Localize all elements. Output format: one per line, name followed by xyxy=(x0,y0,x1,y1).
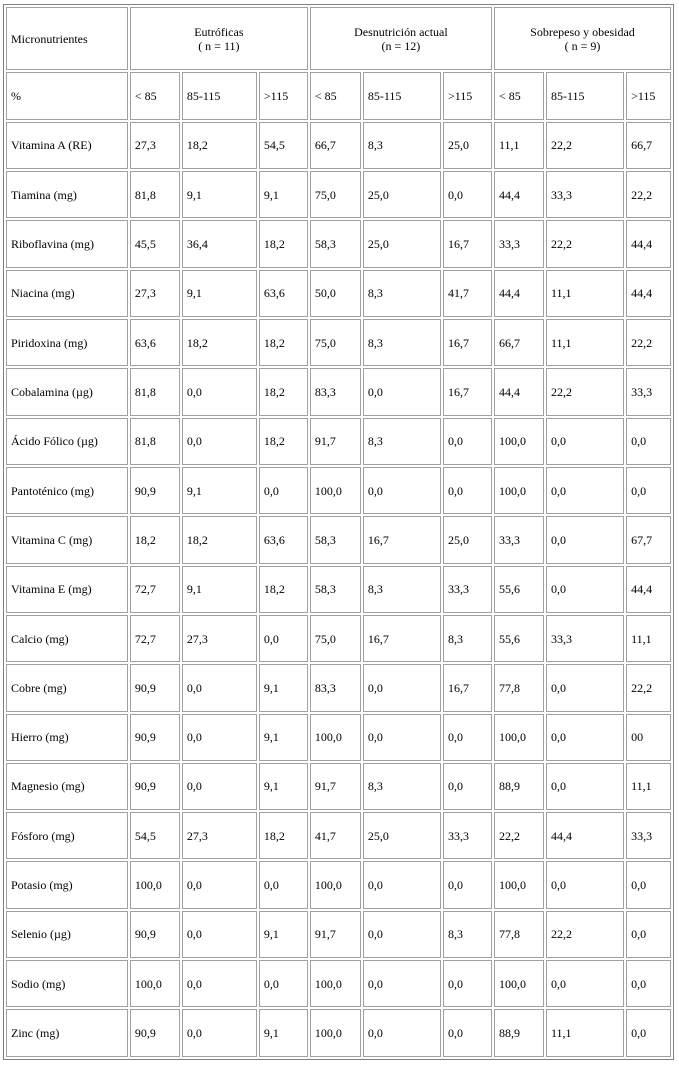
group-name: Eutróficas xyxy=(194,24,244,39)
table-cell: 33,3 xyxy=(494,516,544,563)
table-cell: 44,4 xyxy=(494,368,544,415)
table-row xyxy=(6,1009,671,1057)
table-cell: 0,0 xyxy=(363,467,441,514)
table-cell: 90,9 xyxy=(130,467,180,514)
micronutrient-table xyxy=(3,4,674,1060)
table-cell: 16,7 xyxy=(443,664,492,711)
table-cell: 0,0 xyxy=(182,911,257,958)
row-label: Vitamina A (RE) xyxy=(6,122,128,169)
table-cell: 36,4 xyxy=(182,220,257,267)
table-cell: 0,0 xyxy=(443,467,492,514)
table-cell: 22,2 xyxy=(626,664,671,711)
row-label: Magnesio (mg) xyxy=(6,763,128,810)
table-row xyxy=(6,220,671,267)
table-cell: 22,2 xyxy=(494,812,544,859)
table-row xyxy=(6,714,671,761)
table-cell: 9,1 xyxy=(259,763,308,810)
row-label: Piridoxina (mg) xyxy=(6,319,128,366)
table-cell: 66,7 xyxy=(310,122,361,169)
table-cell: 11,1 xyxy=(626,763,671,810)
table-cell: 16,7 xyxy=(443,220,492,267)
table-cell: 0,0 xyxy=(546,664,624,711)
table-cell: 0,0 xyxy=(259,861,308,908)
table-cell: 81,8 xyxy=(130,418,180,465)
table-cell: 9,1 xyxy=(259,1009,308,1057)
table-cell: 63,6 xyxy=(259,516,308,563)
table-cell: 22,2 xyxy=(546,122,624,169)
table-cell: 27,3 xyxy=(182,615,257,662)
table-cell: 67,7 xyxy=(626,516,671,563)
table-cell: 00 xyxy=(626,714,671,761)
table-cell: 22,2 xyxy=(626,319,671,366)
table-cell: 9,1 xyxy=(259,171,308,218)
table-cell: 33,3 xyxy=(443,566,492,613)
table-cell: 44,4 xyxy=(626,270,671,317)
table-cell: 100,0 xyxy=(310,714,361,761)
row-label: Riboflavina (mg) xyxy=(6,220,128,267)
table-cell: 33,3 xyxy=(546,171,624,218)
table-cell: 90,9 xyxy=(130,1009,180,1057)
table-cell: 27,3 xyxy=(182,812,257,859)
table-cell: 100,0 xyxy=(310,861,361,908)
table-row xyxy=(6,812,671,859)
table-row xyxy=(6,171,671,218)
table-cell: 33,3 xyxy=(494,220,544,267)
table-cell: 0,0 xyxy=(443,763,492,810)
row-label: Vitamina E (mg) xyxy=(6,566,128,613)
table-cell: 54,5 xyxy=(259,122,308,169)
table-cell: 22,2 xyxy=(546,911,624,958)
table-cell: 8,3 xyxy=(363,122,441,169)
range-subheader: < 85 xyxy=(310,72,361,119)
row-label: Potasio (mg) xyxy=(6,861,128,908)
table-cell: 9,1 xyxy=(182,270,257,317)
table-cell: 54,5 xyxy=(130,812,180,859)
table-cell: 27,3 xyxy=(130,122,180,169)
table-cell: 9,1 xyxy=(259,911,308,958)
table-cell: 72,7 xyxy=(130,566,180,613)
group-name: Desnutrición actual xyxy=(354,24,448,39)
table-cell: 18,2 xyxy=(259,368,308,415)
table-row xyxy=(6,861,671,908)
group-header-eutroficas xyxy=(130,7,308,70)
range-subheader: >115 xyxy=(626,72,671,119)
table-cell: 16,7 xyxy=(363,516,441,563)
row-label: Zinc (mg) xyxy=(6,1009,128,1057)
table-cell: 22,2 xyxy=(546,220,624,267)
table-cell: 0,0 xyxy=(546,960,624,1007)
table-cell: 0,0 xyxy=(443,418,492,465)
table-cell: 45,5 xyxy=(130,220,180,267)
table-cell: 81,8 xyxy=(130,368,180,415)
table-cell: 33,3 xyxy=(443,812,492,859)
table-cell: 0,0 xyxy=(626,911,671,958)
table-cell: 100,0 xyxy=(494,467,544,514)
table-cell: 0,0 xyxy=(363,861,441,908)
table-cell: 44,4 xyxy=(494,270,544,317)
table-cell: 83,3 xyxy=(310,368,361,415)
table-cell: 44,4 xyxy=(626,220,671,267)
table-cell: 0,0 xyxy=(626,467,671,514)
table-cell: 77,8 xyxy=(494,664,544,711)
table-cell: 0,0 xyxy=(546,516,624,563)
table-cell: 75,0 xyxy=(310,615,361,662)
table-cell: 0,0 xyxy=(363,960,441,1007)
table-cell: 8,3 xyxy=(363,418,441,465)
table-row xyxy=(6,615,671,662)
row-label: Fósforo (mg) xyxy=(6,812,128,859)
table-cell: 41,7 xyxy=(310,812,361,859)
table-cell: 18,2 xyxy=(130,516,180,563)
table-cell: 90,9 xyxy=(130,911,180,958)
table-cell: 18,2 xyxy=(182,319,257,366)
table-cell: 8,3 xyxy=(363,763,441,810)
table-cell: 100,0 xyxy=(310,467,361,514)
table-cell: 18,2 xyxy=(182,516,257,563)
table-cell: 50,0 xyxy=(310,270,361,317)
table-cell: 66,7 xyxy=(626,122,671,169)
table-cell: 8,3 xyxy=(363,319,441,366)
table-row xyxy=(6,319,671,366)
table-cell: 91,7 xyxy=(310,763,361,810)
table-cell: 11,1 xyxy=(546,319,624,366)
range-subheader: 85-115 xyxy=(546,72,624,119)
table-cell: 27,3 xyxy=(130,270,180,317)
table-cell: 0,0 xyxy=(259,960,308,1007)
table-cell: 100,0 xyxy=(130,960,180,1007)
table-cell: 0,0 xyxy=(546,861,624,908)
table-cell: 0,0 xyxy=(259,615,308,662)
table-cell: 25,0 xyxy=(363,812,441,859)
table-cell: 11,1 xyxy=(626,615,671,662)
table-cell: 63,6 xyxy=(259,270,308,317)
table-cell: 25,0 xyxy=(443,122,492,169)
table-cell: 41,7 xyxy=(443,270,492,317)
table-cell: 22,2 xyxy=(626,171,671,218)
table-cell: 83,3 xyxy=(310,664,361,711)
table-cell: 0,0 xyxy=(626,418,671,465)
table-cell: 0,0 xyxy=(363,714,441,761)
table-row xyxy=(6,467,671,514)
table-cell: 0,0 xyxy=(546,467,624,514)
table-cell: 44,4 xyxy=(546,812,624,859)
subheader-row xyxy=(6,72,671,119)
range-subheader: 85-115 xyxy=(182,72,257,119)
table-cell: 11,1 xyxy=(546,1009,624,1057)
range-subheader: >115 xyxy=(259,72,308,119)
table-cell: 33,3 xyxy=(546,615,624,662)
table-cell: 75,0 xyxy=(310,319,361,366)
group-n: ( n = 11) xyxy=(198,38,240,53)
table-cell: 0,0 xyxy=(626,861,671,908)
table-row xyxy=(6,418,671,465)
table-cell: 0,0 xyxy=(363,368,441,415)
table-cell: 0,0 xyxy=(182,418,257,465)
table-cell: 9,1 xyxy=(259,714,308,761)
table-cell: 11,1 xyxy=(494,122,544,169)
table-cell: 100,0 xyxy=(310,960,361,1007)
row-label: Cobalamina (µg) xyxy=(6,368,128,415)
row-label: Sodio (mg) xyxy=(6,960,128,1007)
table-cell: 72,7 xyxy=(130,615,180,662)
table-cell: 100,0 xyxy=(310,1009,361,1057)
table-row xyxy=(6,516,671,563)
table-cell: 0,0 xyxy=(546,763,624,810)
row-label: Tiamina (mg) xyxy=(6,171,128,218)
table-cell: 44,4 xyxy=(494,171,544,218)
table-cell: 25,0 xyxy=(363,220,441,267)
table-cell: 88,9 xyxy=(494,1009,544,1057)
table-cell: 90,9 xyxy=(130,664,180,711)
row-label: Selenio (µg) xyxy=(6,911,128,958)
group-header-row xyxy=(6,7,671,70)
table-cell: 18,2 xyxy=(259,566,308,613)
row-label: Niacina (mg) xyxy=(6,270,128,317)
table-cell: 0,0 xyxy=(626,960,671,1007)
table-row xyxy=(6,122,671,169)
table-cell: 16,7 xyxy=(443,319,492,366)
table-cell: 0,0 xyxy=(546,714,624,761)
table-cell: 100,0 xyxy=(494,960,544,1007)
table-cell: 9,1 xyxy=(259,664,308,711)
table-cell: 0,0 xyxy=(363,1009,441,1057)
row-label: Calcio (mg) xyxy=(6,615,128,662)
table-cell: 8,3 xyxy=(363,566,441,613)
table-cell: 100,0 xyxy=(494,418,544,465)
range-subheader: 85-115 xyxy=(363,72,441,119)
table-cell: 25,0 xyxy=(443,516,492,563)
table-cell: 0,0 xyxy=(626,1009,671,1057)
table-cell: 0,0 xyxy=(182,861,257,908)
table-cell: 22,2 xyxy=(546,368,624,415)
table-cell: 100,0 xyxy=(494,861,544,908)
group-n: (n = 12) xyxy=(381,38,421,53)
row-label: Cobre (mg) xyxy=(6,664,128,711)
table-cell: 0,0 xyxy=(443,171,492,218)
table-cell: 8,3 xyxy=(443,911,492,958)
table-cell: 8,3 xyxy=(443,615,492,662)
table-cell: 90,9 xyxy=(130,763,180,810)
table-cell: 91,7 xyxy=(310,911,361,958)
table-cell: 8,3 xyxy=(363,270,441,317)
table-cell: 0,0 xyxy=(182,714,257,761)
table-cell: 0,0 xyxy=(546,418,624,465)
table-cell: 75,0 xyxy=(310,171,361,218)
table-row xyxy=(6,664,671,711)
group-header-sobrepeso xyxy=(494,7,671,70)
table-cell: 66,7 xyxy=(494,319,544,366)
percent-label: % xyxy=(6,72,128,119)
row-label: Ácido Fólico (µg) xyxy=(6,418,128,465)
table-cell: 81,8 xyxy=(130,171,180,218)
table-cell: 58,3 xyxy=(310,220,361,267)
range-subheader: < 85 xyxy=(494,72,544,119)
group-header-desnutricion xyxy=(310,7,492,70)
table-cell: 0,0 xyxy=(182,763,257,810)
row-label: Pantoténico (mg) xyxy=(6,467,128,514)
table-cell: 0,0 xyxy=(259,467,308,514)
table-cell: 100,0 xyxy=(130,861,180,908)
table-cell: 90,9 xyxy=(130,714,180,761)
group-name: Sobrepeso y obesidad xyxy=(530,24,635,39)
table-cell: 16,7 xyxy=(363,615,441,662)
table-row xyxy=(6,763,671,810)
range-subheader: < 85 xyxy=(130,72,180,119)
range-subheader: >115 xyxy=(443,72,492,119)
table-cell: 9,1 xyxy=(182,467,257,514)
table-cell: 0,0 xyxy=(182,960,257,1007)
table-cell: 33,3 xyxy=(626,368,671,415)
table-cell: 18,2 xyxy=(259,220,308,267)
table-cell: 0,0 xyxy=(182,1009,257,1057)
table-cell: 9,1 xyxy=(182,566,257,613)
table-cell: 18,2 xyxy=(259,319,308,366)
group-n: ( n = 9) xyxy=(564,38,601,53)
corner-label: Micronutrientes xyxy=(6,7,128,70)
table-cell: 18,2 xyxy=(259,812,308,859)
table-cell: 44,4 xyxy=(626,566,671,613)
table-row xyxy=(6,911,671,958)
table-cell: 9,1 xyxy=(182,171,257,218)
table-cell: 63,6 xyxy=(130,319,180,366)
table-cell: 0,0 xyxy=(443,960,492,1007)
table-cell: 16,7 xyxy=(443,368,492,415)
table-cell: 18,2 xyxy=(259,418,308,465)
table-row xyxy=(6,566,671,613)
table-row xyxy=(6,368,671,415)
table-cell: 11,1 xyxy=(546,270,624,317)
table-cell: 100,0 xyxy=(494,714,544,761)
table-cell: 18,2 xyxy=(182,122,257,169)
table-cell: 0,0 xyxy=(443,1009,492,1057)
table-row xyxy=(6,270,671,317)
table-cell: 0,0 xyxy=(182,664,257,711)
table-cell: 0,0 xyxy=(443,861,492,908)
table-cell: 0,0 xyxy=(546,566,624,613)
table-row xyxy=(6,960,671,1007)
table-cell: 0,0 xyxy=(182,368,257,415)
table-cell: 55,6 xyxy=(494,566,544,613)
table-cell: 58,3 xyxy=(310,566,361,613)
table-cell: 0,0 xyxy=(443,714,492,761)
table-body xyxy=(6,7,671,1057)
table-cell: 58,3 xyxy=(310,516,361,563)
table-cell: 25,0 xyxy=(363,171,441,218)
table-cell: 77,8 xyxy=(494,911,544,958)
table-cell: 91,7 xyxy=(310,418,361,465)
table-cell: 0,0 xyxy=(363,664,441,711)
table-cell: 88,9 xyxy=(494,763,544,810)
row-label: Hierro (mg) xyxy=(6,714,128,761)
table-cell: 55,6 xyxy=(494,615,544,662)
table-cell: 0,0 xyxy=(363,911,441,958)
table-cell: 33,3 xyxy=(626,812,671,859)
row-label: Vitamina C (mg) xyxy=(6,516,128,563)
